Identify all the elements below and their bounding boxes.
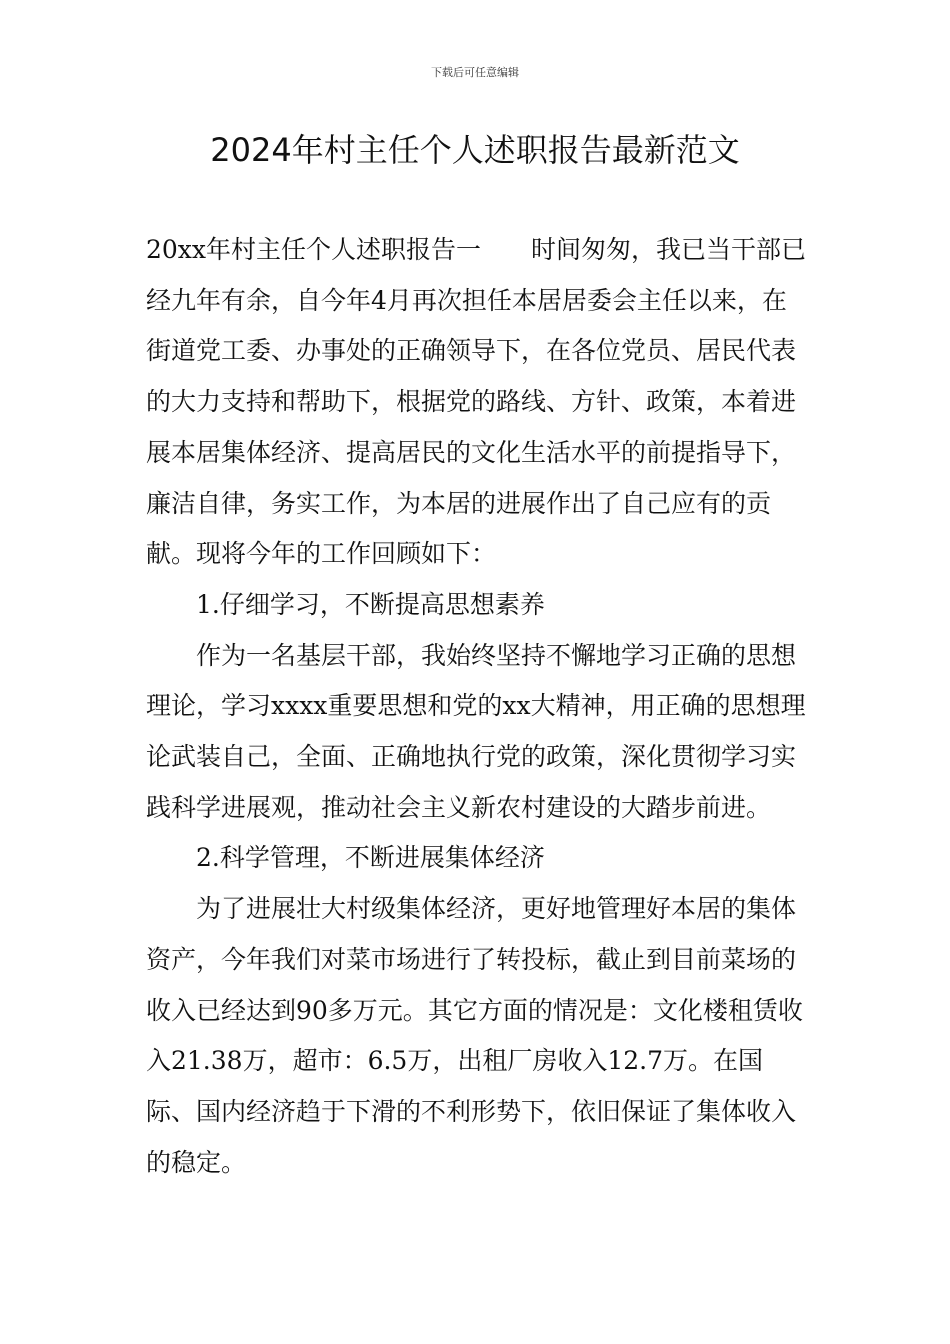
document-title: 2024年村主任个人述职报告最新范文 (210, 131, 740, 169)
header-note: 下载后可任意编辑 (431, 66, 519, 79)
paragraph-study: 作为一名基层干部，我始终坚持不懈地学习正确的思想理论，学习xxxx重要思想和党的xx大精神，用正确的思想理论武装自己，全面、正确地执行党的政策，深化贯彻学习实践科学进展观，推动社会主义新农村建设的大踏步前进。 (146, 640, 806, 822)
paragraph-intro: 20xx年村主任个人述职报告一 时间匆匆，我已当干部已经九年有余，自今年4月再次担任本居居委会主任以来，在街道党工委、办事处的正确领导下，在各位党员、居民代表的大力支持和帮助下，根据党的路线、方针、政策，本着进展本居集体经济、提高居民的文化生活水平的前提指导下，廉洁自律，务实工作，为本居的进展作出了自己应有的贡献。现将今年的工作回顾如下： (146, 235, 807, 569)
section-heading-2: 2.科学管理，不断进展集体经济 (196, 843, 545, 873)
paragraph-economy: 为了进展壮大村级集体经济，更好地管理好本居的集体资产，今年我们对菜市场进行了转投标，截止到目前菜场的收入已经达到90多万元。其它方面的情况是：文化楼租赁收入21.38万，超市：6.5万，出租厂房收入12.7万。在国际、国内经济趋于下滑的不利形势下，依旧保证了集体收入的稳定。 (146, 894, 803, 1177)
section-heading-1: 1.仔细学习，不断提高思想素养 (196, 589, 545, 619)
document-body (146, 225, 808, 1188)
